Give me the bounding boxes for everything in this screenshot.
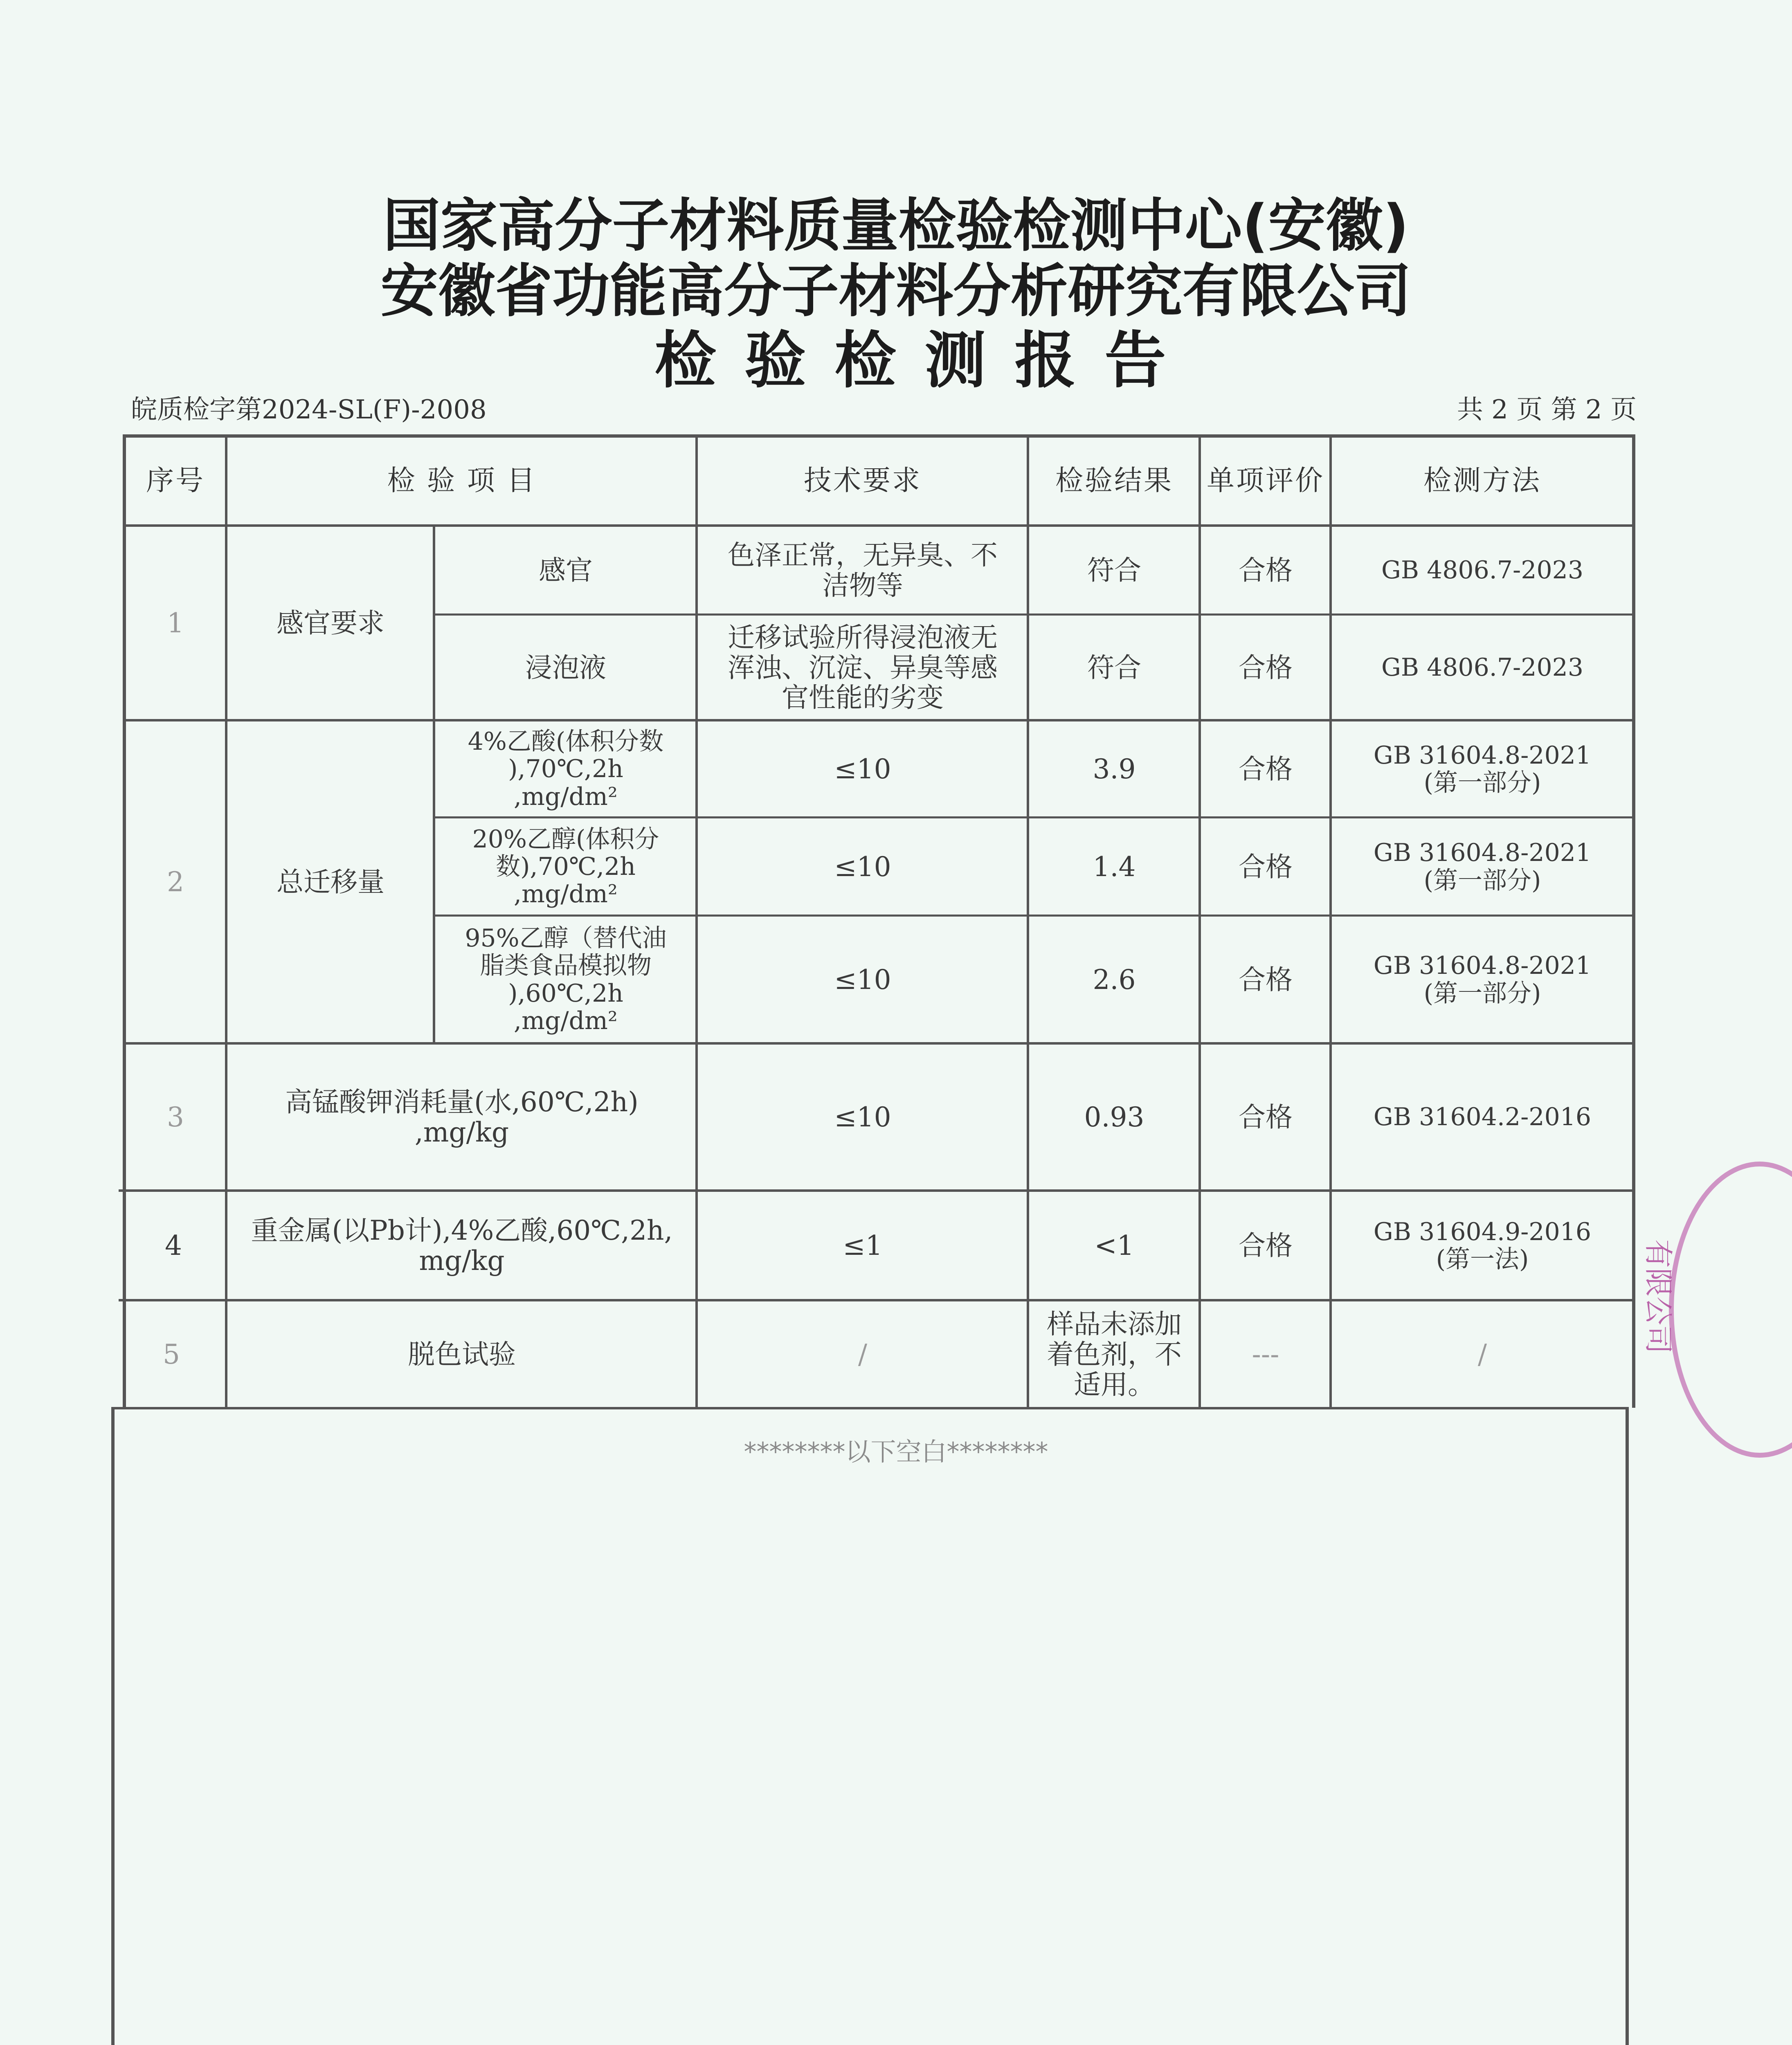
page-info: 共 2 页 第 2 页 bbox=[1457, 395, 1637, 425]
result-cell: 2.6 bbox=[1093, 964, 1136, 996]
method-cell: GB 31604.8-2021 (第一部分) bbox=[1373, 838, 1592, 895]
report-number: 皖质检字第2024-SL(F)-2008 bbox=[131, 395, 487, 425]
requirement-cell: ≤10 bbox=[834, 851, 891, 883]
evaluation-cell: 合格 bbox=[1239, 1101, 1293, 1133]
row-number: 2 bbox=[167, 866, 184, 898]
result-cell: 符合 bbox=[1087, 555, 1141, 587]
row-number: 5 bbox=[163, 1339, 180, 1371]
evaluation-cell: 合格 bbox=[1239, 964, 1293, 996]
subitem-name: 4%乙酸(体积分数 ),70℃,2h ,mg/dm² bbox=[468, 727, 664, 811]
item-group: 感官要求 bbox=[277, 607, 384, 639]
subitem-name: 感官 bbox=[539, 555, 593, 587]
result-cell: <1 bbox=[1094, 1230, 1134, 1262]
header-item: 检 验 项 目 bbox=[387, 464, 537, 497]
result-cell: 样品未添加 着色剂，不 适用。 bbox=[1047, 1308, 1182, 1400]
result-cell: 3.9 bbox=[1093, 753, 1136, 785]
report-title: 检验检测报告 bbox=[654, 325, 1195, 396]
subitem-name: 浸泡液 bbox=[525, 652, 606, 683]
evaluation-cell: 合格 bbox=[1239, 652, 1293, 683]
requirement-cell: ≤10 bbox=[834, 1101, 891, 1133]
requirement-cell: 迁移试验所得浸泡液无 浑浊、沉淀、异臭等感 官性能的劣变 bbox=[728, 621, 998, 714]
subitem-name: 20%乙醇(体积分 数),70℃,2h ,mg/dm² bbox=[472, 825, 659, 909]
evaluation-cell: --- bbox=[1252, 1339, 1279, 1371]
requirement-cell: 色泽正常，无异臭、不 洁物等 bbox=[728, 539, 998, 601]
item-group: 总迁移量 bbox=[277, 866, 384, 898]
result-cell: 符合 bbox=[1087, 652, 1141, 683]
method-cell: GB 31604.8-2021 (第一部分) bbox=[1373, 951, 1592, 1008]
evaluation-cell: 合格 bbox=[1239, 555, 1293, 587]
row-number: 1 bbox=[167, 607, 184, 639]
item-cell: 脱色试验 bbox=[408, 1339, 516, 1371]
result-cell: 1.4 bbox=[1093, 851, 1136, 883]
requirement-cell: ≤10 bbox=[834, 964, 891, 996]
blank-below-note: ********以下空白******** bbox=[744, 1437, 1048, 1467]
requirement-cell: / bbox=[858, 1339, 868, 1371]
header-result: 检验结果 bbox=[1055, 464, 1173, 497]
method-cell: GB 4806.7-2023 bbox=[1381, 556, 1583, 585]
evaluation-cell: 合格 bbox=[1239, 851, 1293, 883]
evaluation-cell: 合格 bbox=[1239, 1230, 1293, 1262]
method-cell: GB 4806.7-2023 bbox=[1381, 653, 1583, 682]
row-number: 4 bbox=[165, 1230, 182, 1262]
header-method: 检测方法 bbox=[1423, 464, 1541, 497]
requirement-cell: ≤10 bbox=[834, 753, 891, 785]
company-name: 安徽省功能高分子材料分析研究有限公司 bbox=[380, 258, 1412, 325]
evaluation-cell: 合格 bbox=[1239, 753, 1293, 785]
item-cell: 重金属(以Pb计),4%乙酸,60℃,2h, mg/kg bbox=[251, 1215, 673, 1276]
header-requirement: 技术要求 bbox=[803, 464, 922, 497]
requirement-cell: ≤1 bbox=[843, 1230, 883, 1262]
seal-text: 有限公司 bbox=[1641, 1239, 1675, 1354]
method-cell: GB 31604.2-2016 bbox=[1373, 1103, 1592, 1132]
subitem-name: 95%乙醇（替代油 脂类食品模拟物 ),60℃,2h ,mg/dm² bbox=[465, 924, 667, 1035]
header-evaluation: 单项评价 bbox=[1207, 464, 1325, 497]
header-no: 序号 bbox=[146, 464, 205, 497]
institution-name: 国家高分子材料质量检验检测中心(安徽) bbox=[383, 193, 1409, 259]
row-number: 3 bbox=[167, 1101, 184, 1133]
company-seal bbox=[1669, 1162, 1792, 1458]
result-cell: 0.93 bbox=[1084, 1101, 1144, 1133]
method-cell: GB 31604.9-2016 (第一法) bbox=[1373, 1217, 1592, 1274]
item-cell: 高锰酸钾消耗量(水,60℃,2h) ,mg/kg bbox=[285, 1086, 639, 1148]
method-cell: GB 31604.8-2021 (第一部分) bbox=[1373, 741, 1592, 797]
method-cell: / bbox=[1477, 1339, 1487, 1371]
